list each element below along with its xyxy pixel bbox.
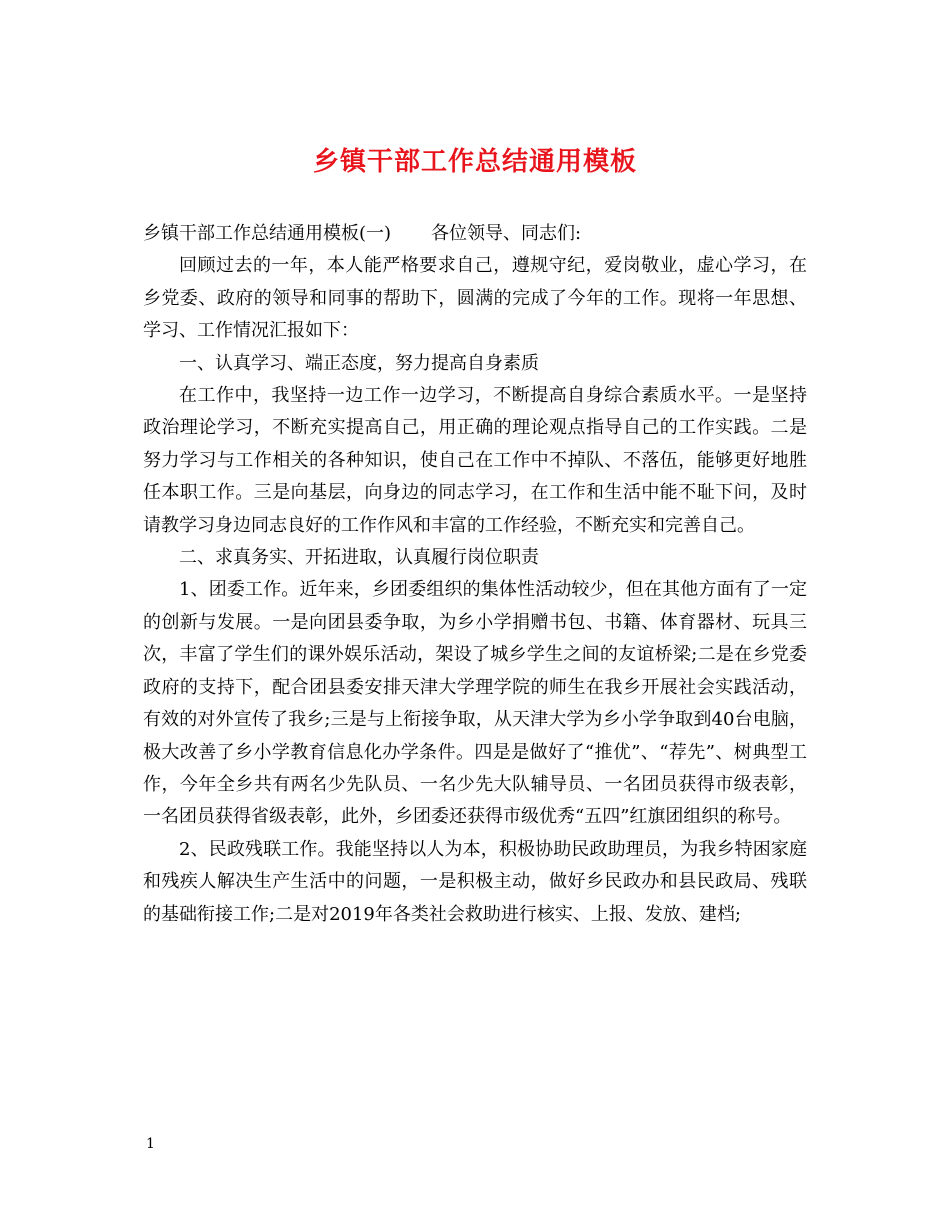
page-number: 1 <box>146 1136 155 1152</box>
intro-heading: 乡镇干部工作总结通用模板(一) <box>143 223 392 244</box>
paragraph-review: 回顾过去的一年，本人能严格要求自己，遵规守纪，爱岗敬业，虚心学习，在乡党委、政府的领导和同事的帮助下，圆满的完成了今年的工作。现将一年思想、学习、工作情况汇报如下： <box>143 255 807 342</box>
intro-line <box>143 218 807 250</box>
paragraph-youth-league: 1、团委工作。近年来，乡团委组织的集体性活动较少，但在其他方面有了一定的创新与发展。一是向团县委争取，为乡小学捐赠书包、书籍、体育器材、玩具三次，丰富了学生们的课外娱乐活动，架设了城乡学生之间的友谊桥梁;二是在乡党委政府的支持下，配合团县委安排天津大学理学院的师生在我乡开展社会实践活动，有效的对外宣传了我乡;三是与上衔接争取，从天津大学为乡小学争取到40台电脑，极大改善了乡小学教育信息化办学条件。四是是做好了“推优”、“荐先”、树典型工作，今年全乡共有两名少先队员、一名少先大队辅导员、一名团员获得市级表彰，一名团员获得省级表彰，此外，乡团委还获得市级优秀“五四”红旗团组织的称号。 <box>143 579 807 828</box>
document-body <box>143 218 807 931</box>
intro-salutation: 各位领导、同志们: <box>431 223 582 244</box>
document-title: 乡镇干部工作总结通用模板 <box>312 147 637 177</box>
paragraph-study: 在工作中，我坚持一边工作一边学习，不断提高自身综合素质水平。一是坚持政治理论学习，不断充实提高自己，用正确的理论观点指导自己的工作实践。二是努力学习与工作相关的各种知识，使自己在工作中不掉队、不落伍，能够更好地胜任本职工作。三是向基层，向身边的同志学习，在工作和生活中能不耻下问，及时请教学习身边同志良好的工作作风和丰富的工作经验，不断充实和完善自己。 <box>143 385 807 536</box>
paragraph-civil-affairs: 2、民政残联工作。我能坚持以人为本，积极协助民政助理员，为我乡特困家庭和残疾人解决生产生活中的问题，一是积极主动，做好乡民政办和县民政局、残联的基础衔接工作;二是对2019年各类社会救助进行核实、上报、发放、建档; <box>143 838 807 925</box>
section-heading-2: 二、求真务实、开拓进取，认真履行岗位职责 <box>179 547 539 569</box>
section-heading-1: 一、认真学习、端正态度，努力提高自身素质 <box>179 352 539 374</box>
